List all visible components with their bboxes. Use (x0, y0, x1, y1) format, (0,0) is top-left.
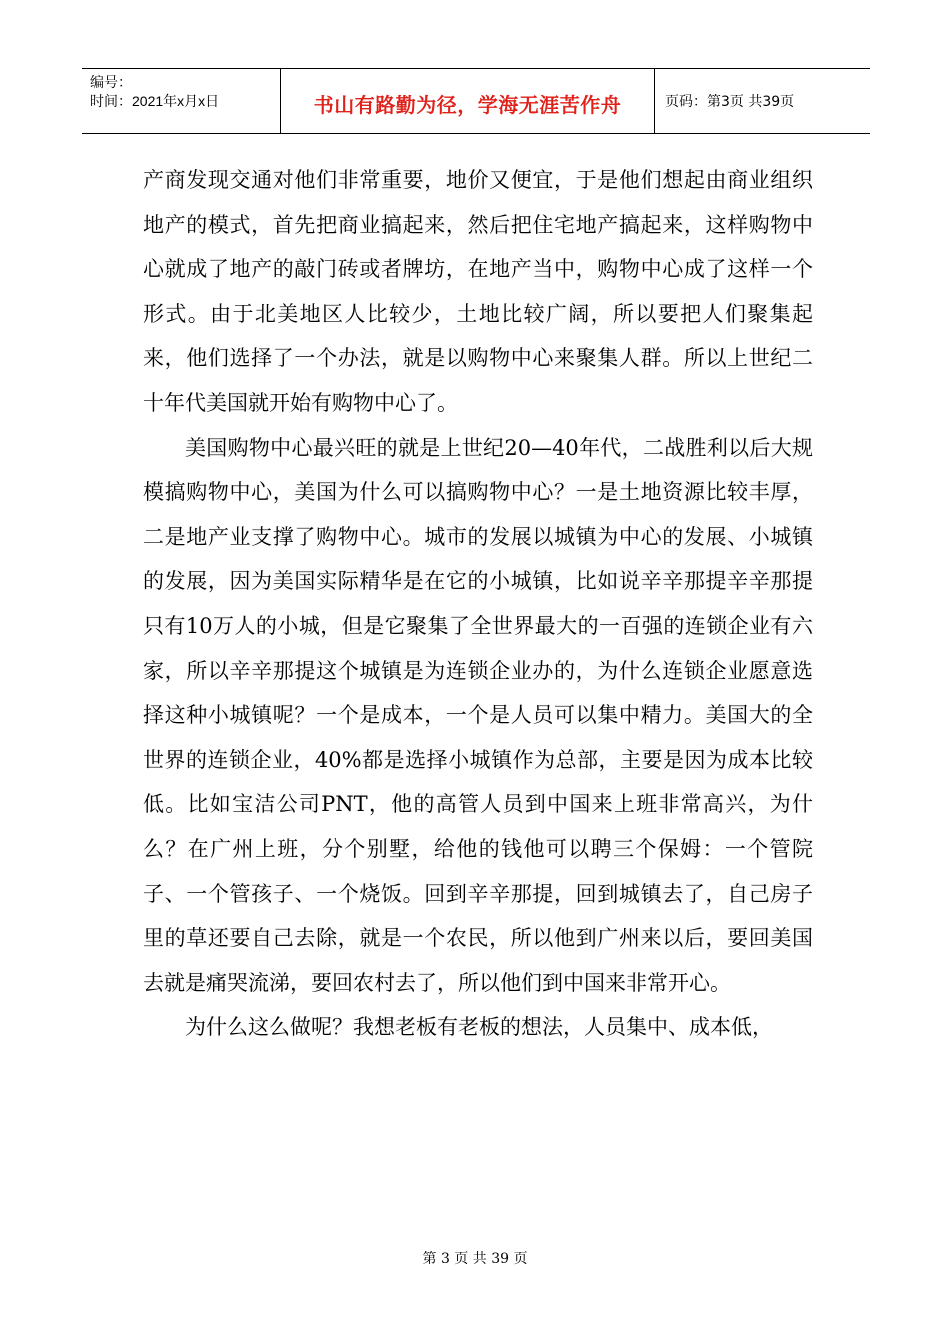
paragraph-3: 为什么这么做呢？我想老板有老板的想法，人员集中、成本低， (185, 1015, 773, 1040)
page-footer: 第 3 页 共 39 页 (422, 1251, 528, 1267)
date-label: 时间：2021年x月x日 (90, 93, 220, 109)
document-body (143, 158, 813, 1050)
page-header (82, 68, 870, 134)
serial-label: 编号： (90, 74, 132, 90)
paragraph-2: 美国购物中心最兴旺的就是上世纪20—40年代，二战胜利以后大规模搞购物中心，美国为什么可以搞购物中心？一是土地资源比较丰厚，二是地产业支撑了购物中心。城市的发展以城镇为中心的发展、小城镇的发展，因为美国实际精华是在它的小城镇，比如说辛辛那提辛辛那提只有10万人的小城，但是它聚集了全世界最大的一百强的连锁企业有六家，所以辛辛那提这个城镇是为连锁企业办的，为什么连锁企业愿意选择这种小城镇呢？一个是成本，一个是人员可以集中精力。美国大的全世界的连锁企业，40%都是选择小城镇作为总部，主要是因为成本比较低。比如宝洁公司PNT，他的高管人员到中国来上班非常高兴，为什么？在广州上班，分个别墅，给他的钱他可以聘三个保姆：一个管院子、一个管孩子、一个烧饭。回到辛辛那提，回到城镇去了，自己房子里的草还要自己去除，就是一个农民，所以他到广州来以后，要回美国去就是痛哭流涕，要回农村去了，所以他们到中国来非常开心。 (143, 435, 813, 995)
header-motto: 书山有路勤为径，学海无涯苦作舟 (313, 92, 622, 117)
paragraph-1: 产商发现交通对他们非常重要，地价又便宜，于是他们想起由商业组织地产的模式，首先把商业搞起来，然后把住宅地产搞起来，这样购物中心就成了地产的敲门砖或者牌坊，在地产当中，购物中心成了这样一个形式。由于北美地区人比较少，土地比较广阔，所以要把人们聚集起来，他们选择了一个办法，就是以购物中心来聚集人群。所以上世纪二十年代美国就开始有购物中心了。 (143, 168, 813, 415)
header-page-cell (655, 69, 870, 133)
header-motto-cell (281, 69, 655, 133)
header-meta-cell (82, 69, 281, 133)
header-page-info: 页码：第3页 共39页 (665, 94, 795, 110)
